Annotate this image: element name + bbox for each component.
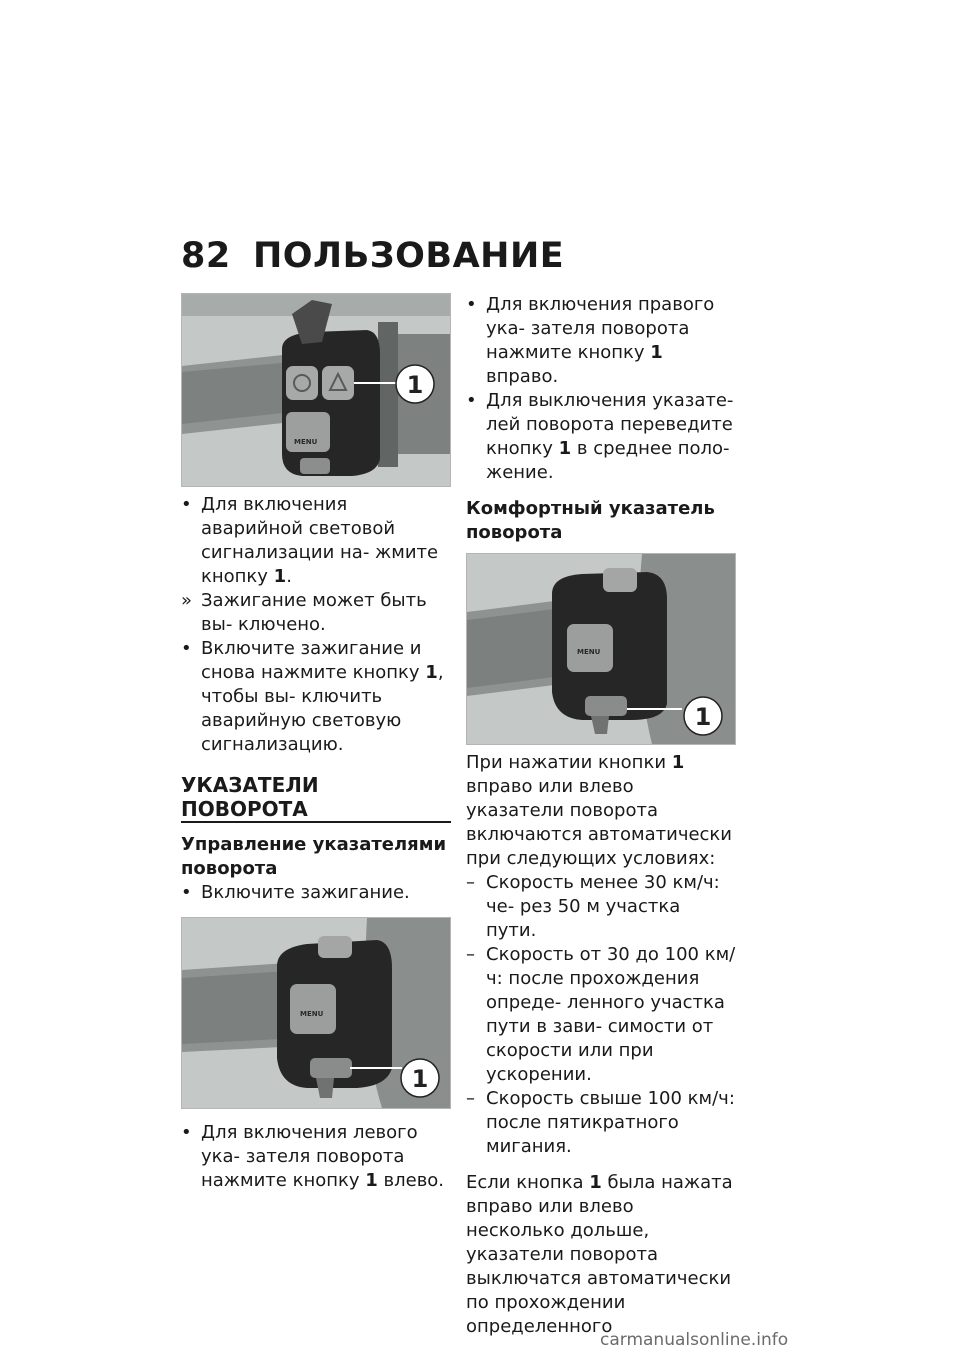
- list-item-text: Для включения правого ука- зателя поворота нажмите кнопку: [486, 294, 715, 363]
- turn-switch-illustration: [182, 918, 450, 1108]
- left-column: [181, 293, 451, 1193]
- paragraph-text-tail: была нажата вправо или влево несколько дольше, указатели поворота выключатся автоматически по прохождении определенного: [466, 1172, 733, 1337]
- bullet-marker: •: [466, 390, 477, 411]
- menu-button-label: MENU: [300, 1010, 324, 1018]
- paragraph-text: При нажатии кнопки: [466, 752, 672, 773]
- button-reference: 1: [273, 566, 287, 587]
- list-item-ignition-off: [181, 589, 451, 637]
- subsection-title: Комфортный указатель поворота: [466, 498, 715, 543]
- bullet-marker: •: [181, 882, 192, 903]
- watermark: carmanualsonline.info: [600, 1330, 789, 1350]
- list-item-text-tail: , чтобы вы- ключить аварийную световую сигнализацию.: [201, 662, 444, 755]
- figure-hazard-switch: [181, 293, 451, 487]
- button-reference: 1: [365, 1170, 378, 1191]
- list-item-text: Включите зажигание.: [201, 882, 410, 903]
- list-item-hazard-off: [181, 637, 451, 757]
- list-item-hazard-on: [181, 493, 451, 589]
- bullet-marker: •: [181, 1122, 192, 1143]
- menu-button-label: MENU: [577, 648, 601, 656]
- list-item-text: Для выключения указате- лей поворота переведите кнопку: [486, 390, 734, 459]
- button-reference: 1: [558, 438, 572, 459]
- list-item-text: Для включения левого ука- зателя поворота нажмите кнопку: [201, 1122, 418, 1191]
- section-title: УКАЗАТЕЛИ ПОВОРОТА: [181, 773, 319, 821]
- dash-marker: –: [466, 944, 475, 965]
- hazard-switch-illustration: [182, 294, 450, 486]
- dash-item-speed-low: [466, 871, 736, 943]
- list-item-right-signal: [466, 293, 736, 389]
- dash-marker: –: [466, 872, 475, 893]
- list-item-text: Скорость от 30 до 100 км/ч: после прохождения опреде- ленного участка пути в зави- симости от скорости или при ускорении.: [486, 944, 736, 1085]
- button-reference: 1: [589, 1172, 602, 1193]
- list-item-text: Для включения аварийной световой сигнализации на- жмите кнопку: [201, 494, 439, 587]
- svg-text:MENU: MENU: [294, 438, 318, 446]
- list-item-ignition-on: [181, 881, 451, 905]
- list-item-text: Скорость свыше 100 км/ч: после пятикратного мигания.: [486, 1088, 735, 1157]
- figure-turn-signal-switch: [181, 917, 451, 1109]
- list-item-text: Зажигание может быть вы- ключено.: [201, 590, 427, 635]
- list-item-text-tail: влево.: [377, 1170, 445, 1191]
- paragraph-text: Если кнопка: [466, 1172, 590, 1193]
- figure-comfort-signal-switch: [466, 553, 736, 745]
- list-item-text: Включите зажигание и снова нажмите кнопку: [201, 638, 426, 683]
- button-reference: 1: [650, 342, 663, 363]
- list-item-signal-off: [466, 389, 736, 485]
- dash-item-speed-mid: [466, 943, 736, 1087]
- page-number: 82: [181, 236, 231, 276]
- bullet-marker: •: [466, 294, 477, 315]
- dash-marker: –: [466, 1088, 475, 1109]
- paragraph-comfort-intro: [466, 751, 736, 871]
- comfort-switch-illustration: [467, 554, 735, 744]
- dash-item-speed-high: [466, 1087, 736, 1159]
- bullet-marker: •: [181, 638, 192, 659]
- result-marker: »: [181, 590, 193, 611]
- list-item-text-tail: вправо.: [486, 366, 559, 387]
- figure-callout-label: 1: [406, 371, 424, 399]
- figure-callout-label: 1: [411, 1065, 429, 1093]
- figure-callout-label: 1: [694, 703, 712, 731]
- right-column: [466, 293, 736, 1339]
- list-item-text: Скорость менее 30 км/ч: че- рез 50 м участка пути.: [486, 872, 720, 941]
- list-item-text-tail: в среднее поло- жение.: [486, 438, 730, 483]
- subsection-title: Управление указателями поворота: [181, 834, 447, 879]
- bullet-marker: •: [181, 494, 192, 515]
- paragraph-text-tail: вправо или влево указатели поворота включаются автоматически при следующих условиях:: [466, 776, 732, 869]
- page-header: [181, 236, 564, 276]
- button-reference: 1: [671, 752, 685, 773]
- page-title: ПОЛЬЗОВАНИЕ: [253, 236, 565, 276]
- list-item-left-signal: [181, 1121, 451, 1193]
- paragraph-long-press: [466, 1171, 736, 1339]
- button-reference: 1: [425, 662, 438, 683]
- list-item-text-tail: .: [286, 566, 292, 587]
